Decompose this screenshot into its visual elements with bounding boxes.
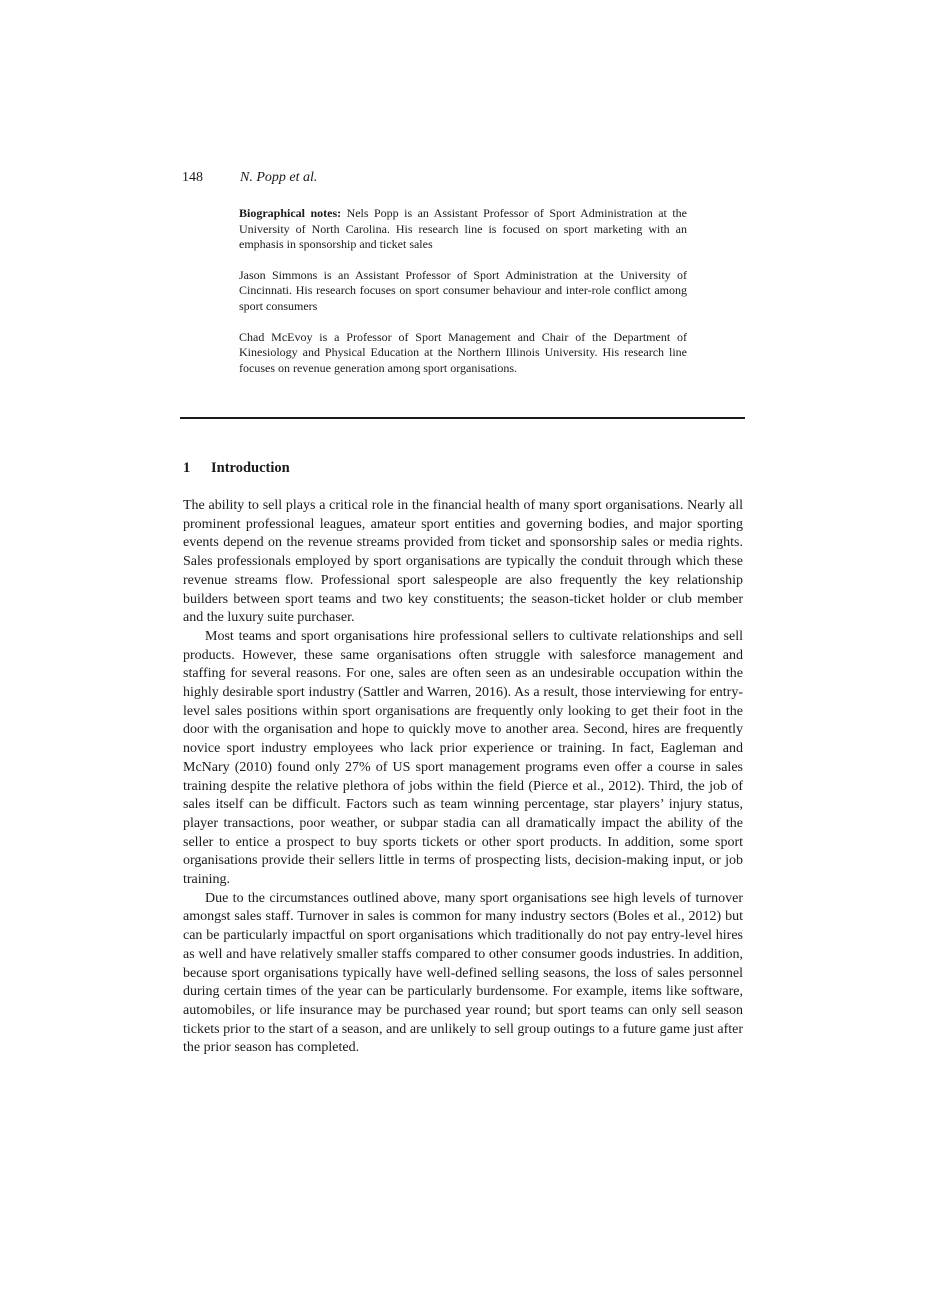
bio-label: Biographical notes: [239,206,342,220]
section-number: 1 [183,460,191,476]
section-divider [180,417,745,419]
section-title: Introduction [211,460,290,476]
body-text [183,497,743,1058]
biographical-notes [239,206,687,391]
bio-popp-text: Nels Popp is an Assistant Professor of Sport Administration at the University of North Carolina. His research line is focused on sport marketing with an emphasis in sponsorship and ticket sales [239,206,687,252]
running-head [182,169,317,187]
paragraph-1: The ability to sell plays a critical role in the financial health of many sport organisations. Nearly all prominent professional leagues, amateur sport entities and governing bodies, and major sporting events depend on the revenue streams provided from ticket and sponsorship sales or media rights. Sales professionals employed by sport organisations are typically the conduit through which these revenue streams flow. Professional sport salespeople are also frequently the key relationship builders between sport teams and two key constituents; the season-ticket holder or club member and the luxury suite purchaser. [183,498,743,626]
bio-popp [239,206,687,253]
paragraph-2: Most teams and sport organisations hire professional sellers to cultivate relationships and sell products. However, these same organisations often struggle with salesforce management and staffing for several reasons. For one, sales are often seen as an undesirable occupation within the highly desirable sport industry (Sattler and Warren, 2016). As a result, those interviewing for entry-level sales positions within sport organisations are frequently only looking to get their foot in the door with the organisation and hope to quickly move to another area. Second, hires are frequently novice sport industry employees who lack prior experience or training. In fact, Eagleman and McNary (2010) found only 27% of US sport management programs even offer a course in sales training despite the relative plethora of jobs within the field (Pierce et al., 2012). Third, the job of sales itself can be difficult. Factors such as team winning percentage, star players’ injury status, player transactions, poor weather, or subpar stadia can all dramatically impact the ability of the seller to entice a prospect to buy sports tickets or other sport products. In addition, some sport organisations provide their sellers little in terms of prospecting lists, decision-making input, or job training. [183,628,743,888]
bio-simmons: Jason Simmons is an Assistant Professor of Sport Administration at the University of Cincinnati. His research focuses on sport consumer behaviour and inter-role conflict among sport consumers [239,267,687,313]
paragraph-3: Due to the circumstances outlined above, many sport organisations see high levels of turnover amongst sales staff. Turnover in sales is common for many industry sectors (Boles et al., 2012) but can be particularly impactful on sport organisations which traditionally do not pay entry-level hires as well and have relatively smaller staffs compared to other consumer goods industries. In addition, because sport organisations typically have well-defined selling seasons, the loss of sales personnel during certain times of the year can be particularly burdensome. For example, items like software, automobiles, or life insurance may be purchased year round; but sport teams can only sell season tickets prior to the start of a season, and are unlikely to sell group outings to a future game just after the prior season has completed. [183,890,743,1056]
page-number: 148 [182,170,203,185]
section-heading [183,459,290,477]
bio-mcevoy: Chad McEvoy is a Professor of Sport Management and Chair of the Department of Kinesiology and Physical Education at the Northern Illinois University. His research line focuses on revenue generation among sport organisations. [239,329,687,375]
running-head-authors: N. Popp et al. [240,170,318,185]
